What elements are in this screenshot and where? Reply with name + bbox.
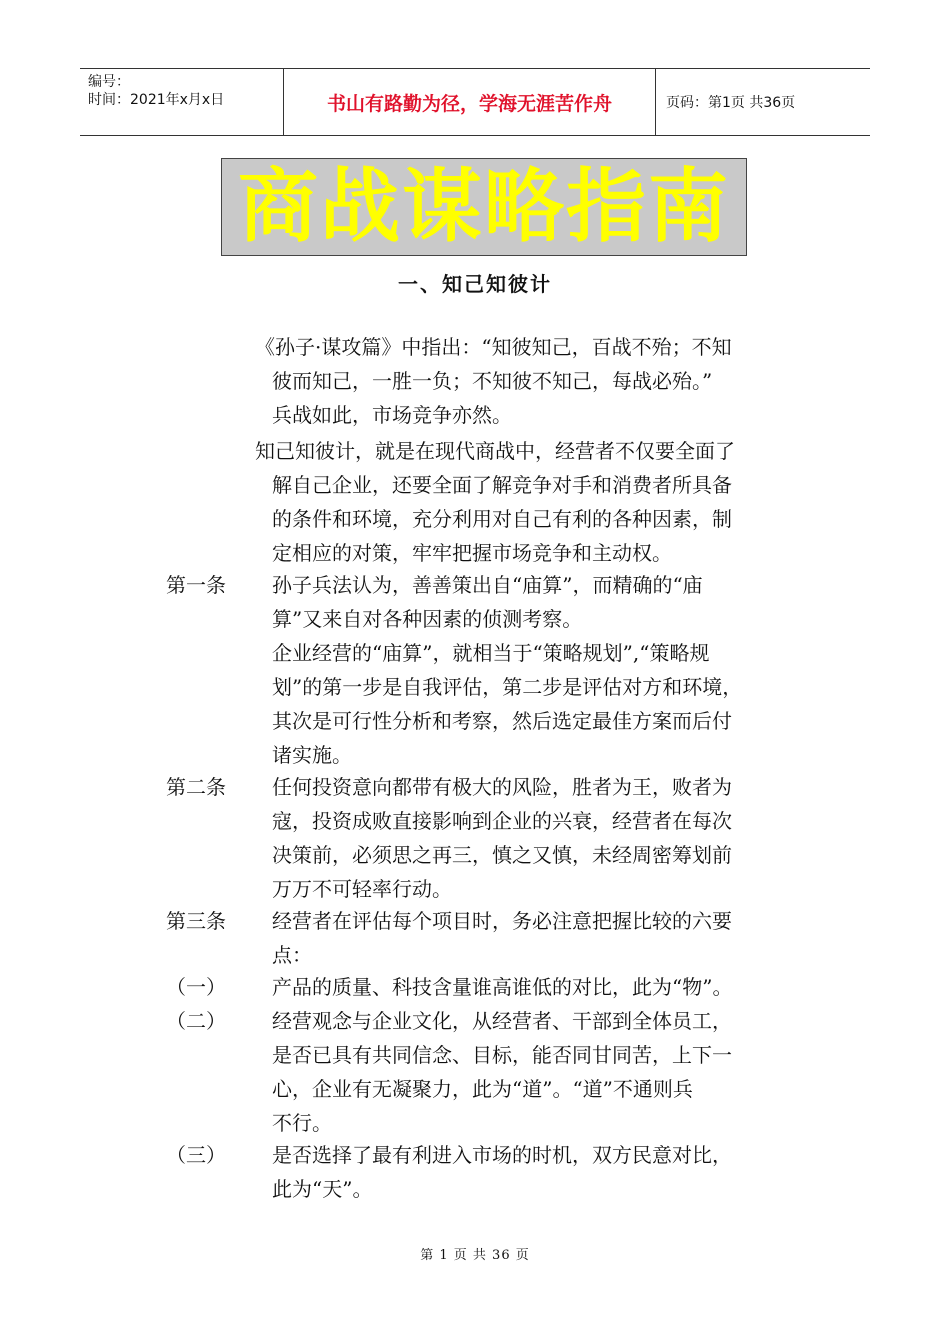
intro-line: 定相应的对策，牢牢把握市场竞争和主动权。 — [272, 541, 672, 565]
time-label: 时间：2021年x月x日 — [88, 92, 225, 108]
article-line: 产品的质量、科技含量谁高谁低的对比，此为“物”。 — [272, 975, 733, 999]
intro-line: 兵战如此，市场竞争亦然。 — [272, 403, 512, 427]
page-info: 页码：第1页 共36页 — [666, 95, 796, 111]
article-line: 任何投资意向都带有极大的风险，胜者为王，败者为 — [272, 775, 732, 799]
intro-line: 解自己企业，还要全面了解竞争对手和消费者所具备 — [272, 473, 732, 497]
article-line: 是否已具有共同信念、目标，能否同甘同苦，上下一 — [272, 1043, 732, 1067]
intro-line: 知己知彼计，就是在现代商战中，经营者不仅要全面了 — [255, 439, 735, 463]
intro-line: 的条件和环境，充分利用对自己有利的各种因素，制 — [272, 507, 732, 531]
article-label: （二） — [166, 1009, 226, 1033]
article-line: 诸实施。 — [272, 743, 352, 767]
article-line: 经营者在评估每个项目时，务必注意把握比较的六要 — [272, 909, 732, 933]
article-line: 经营观念与企业文化，从经营者、干部到全体员工， — [272, 1009, 732, 1033]
article-line: 此为“天”。 — [272, 1177, 373, 1201]
intro-line: 彼而知己，一胜一负；不知彼不知己，每战必殆。” — [272, 369, 713, 393]
article-line: 不行。 — [272, 1111, 332, 1135]
article-line: 点： — [272, 943, 312, 967]
document-header — [80, 68, 870, 136]
article-label: 第三条 — [166, 909, 226, 933]
article-line: 是否选择了最有利进入市场的时机，双方民意对比， — [272, 1143, 732, 1167]
article-label: （三） — [166, 1143, 226, 1167]
intro-line: 《孙子·谋攻篇》中指出：“知彼知己，百战不殆；不知 — [255, 335, 732, 359]
article-line: 心，企业有无凝聚力，此为“道”。“道”不通则兵 — [272, 1077, 693, 1101]
number-label: 编号： — [88, 74, 130, 90]
header-left-cell — [80, 69, 283, 135]
section-title: 一、知己知彼计 — [398, 272, 552, 296]
article-line: 其次是可行性分析和考察，然后选定最佳方案而后付 — [272, 709, 732, 733]
article-line: 决策前，必须思之再三，慎之又慎，未经周密筹划前 — [272, 843, 732, 867]
article-line: 孙子兵法认为，善善策出自“庙算”，而精确的“庙 — [272, 573, 703, 597]
article-line: 万万不可轻率行动。 — [272, 877, 452, 901]
article-label: （一） — [166, 975, 226, 999]
banner-title: 商战谋略指南 — [238, 160, 730, 253]
article-label: 第一条 — [166, 573, 226, 597]
title-banner — [221, 158, 747, 256]
article-line: 企业经营的“庙算”，就相当于“策略规划”,“策略规 — [272, 641, 710, 665]
article-line: 划”的第一步是自我评估，第二步是评估对方和环境， — [272, 675, 743, 699]
motto: 书山有路勤为径，学海无涯苦作舟 — [283, 69, 656, 135]
article-line: 寇，投资成败直接影响到企业的兴衰，经营者在每次 — [272, 809, 732, 833]
page-footer: 第 1 页 共 36 页 — [420, 1248, 530, 1263]
article-label: 第二条 — [166, 775, 226, 799]
article-line: 算”又来自对各种因素的侦测考察。 — [272, 607, 583, 631]
